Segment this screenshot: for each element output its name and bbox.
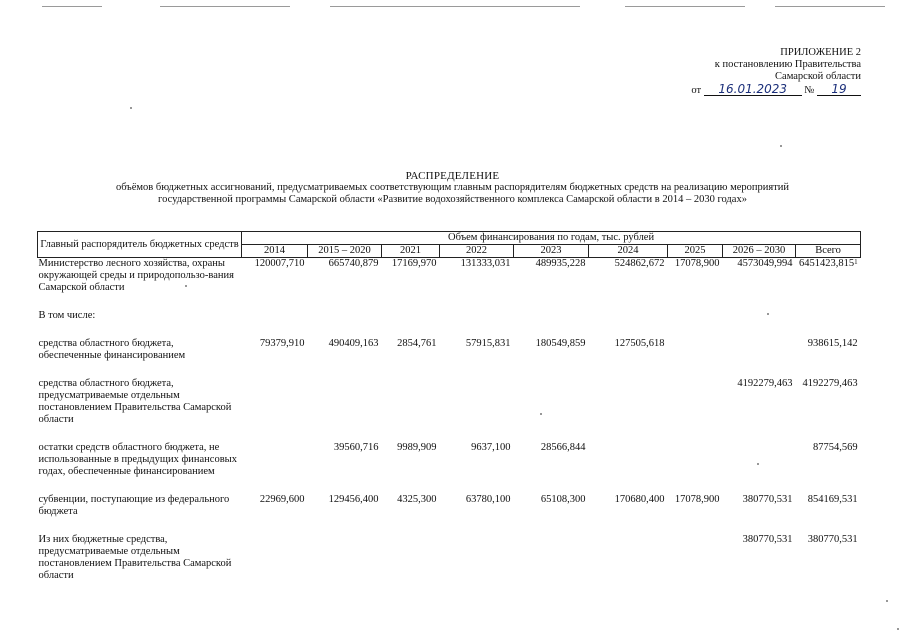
cell-2021: [382, 378, 440, 426]
footnote-marker: 1: [854, 258, 858, 266]
cell-2023: [514, 534, 589, 582]
cell-2015-2020: 39560,716: [333, 442, 379, 453]
cell-total: [796, 258, 861, 295]
cell-2014: 79379,910: [259, 338, 305, 349]
cell-2023: 489935,228: [514, 258, 589, 295]
cell-2024: [589, 378, 668, 426]
table-row: [38, 442, 861, 478]
cell-2015-2020: [308, 534, 382, 582]
header-row-group: [38, 232, 861, 245]
heading-line-2: государственной программы Самарской области «Развитие водохозяйственного комплекса Самарской области в 2014 – 2030 годах»: [158, 194, 747, 205]
scan-line: [42, 6, 102, 7]
scan-line: [625, 6, 745, 7]
scan-line: [775, 6, 885, 7]
heading-title: РАСПРЕДЕЛЕНИЕ: [405, 170, 500, 182]
row-label: Министерство лесного хозяйства, охраны окружающей среды и природопользо-вания Самарской области: [38, 258, 242, 295]
cell-2022: 131333,031: [440, 258, 514, 295]
row-spacer: [38, 426, 861, 442]
cell-2022: 9637,100: [471, 442, 511, 453]
document-heading: [0, 170, 905, 206]
cell-2015-2020: 665740,879: [308, 258, 382, 295]
table-row: [38, 494, 861, 518]
cell-total: 4192279,463: [802, 378, 858, 389]
cell-2022: [440, 378, 514, 426]
cell-2025: [668, 442, 723, 478]
cell-2024: 524862,672: [589, 258, 668, 295]
row-label: средства областного бюджета, обеспеченные финансированием: [38, 338, 186, 361]
cell-2024: [589, 534, 668, 582]
header-total: Всего: [796, 245, 861, 258]
scan-speck: [130, 107, 132, 109]
scan-speck: [780, 145, 782, 147]
heading-line-1: объёмов бюджетных ассигнований, предусматриваемых соответствующим главным распорядителям бюджетных средств на реализацию мероприятий: [115, 182, 790, 193]
header-funding-volume: Объем финансирования по годам, тыс. рублей: [242, 232, 861, 245]
cell-2026-2030: 380770,531: [742, 494, 793, 505]
cell-2015-2020: 490409,163: [328, 338, 379, 349]
cell-2021: 4325,300: [397, 494, 437, 505]
cell-2026-2030: 4573049,994: [723, 258, 796, 295]
handwritten-number: 19: [817, 83, 861, 96]
scan-speck: [897, 628, 899, 630]
cell-2024: 170680,400: [614, 494, 665, 505]
scan-line: [330, 6, 580, 7]
row-spacer: [38, 294, 861, 310]
cell-2025: [668, 378, 723, 426]
date-prefix: от: [691, 85, 702, 96]
cell-2015-2020: [308, 378, 382, 426]
cell-2023: [514, 378, 589, 426]
cell-2014: [242, 378, 308, 426]
number-prefix: №: [804, 85, 815, 96]
appendix-block: [661, 47, 861, 97]
table-row: [38, 378, 861, 426]
appendix-region: Самарской области: [775, 71, 861, 82]
scan-speck: [886, 600, 888, 602]
appendix-title: ПРИЛОЖЕНИЕ 2: [780, 47, 861, 58]
header-year-2024: 2024: [589, 245, 668, 258]
header-year-2025: 2025: [668, 245, 723, 258]
cell-2014: [242, 534, 308, 582]
cell-2021: [382, 534, 440, 582]
row-label: субвенции, поступающие из федерального бюджета: [38, 494, 230, 517]
table-row: [38, 310, 861, 322]
funding-table: [37, 231, 861, 582]
cell-2015-2020: 129456,400: [328, 494, 379, 505]
scan-line: [160, 6, 290, 7]
cell-2022: 57915,831: [465, 338, 511, 349]
header-year-2015-2020: 2015 – 2020: [308, 245, 382, 258]
row-label: остатки средств областного бюджета, не использованные в предыдущих финансовых годах, обеспеченные финансированием: [38, 442, 237, 477]
cell-2024: [589, 442, 668, 478]
header-year-2026-2030: 2026 – 2030: [723, 245, 796, 258]
appendix-date-line: [661, 83, 861, 97]
cell-total: 938615,142: [807, 338, 858, 349]
header-year-2014: 2014: [242, 245, 308, 258]
cell-2022: [440, 534, 514, 582]
cell-2025: [668, 338, 723, 362]
cell-2026-2030: 380770,531: [742, 534, 793, 545]
cell-2026-2030: [723, 442, 796, 478]
table-row: [38, 534, 861, 582]
cell-2021: 9989,909: [397, 442, 437, 453]
cell-2023: 65108,300: [540, 494, 586, 505]
cell-total: 854169,531: [807, 494, 858, 505]
table-row: [38, 258, 861, 295]
handwritten-date: 16.01.2023: [704, 83, 802, 96]
row-spacer: [38, 478, 861, 494]
header-distributor: Главный распорядитель бюджетных средств: [38, 232, 242, 258]
cell-2026-2030: [723, 338, 796, 362]
table-row: [38, 338, 861, 362]
cell-total: 380770,531: [807, 534, 858, 545]
cell-2025: 17078,900: [674, 494, 720, 505]
header-year-2022: 2022: [440, 245, 514, 258]
cell-2026-2030: 4192279,463: [737, 378, 793, 389]
row-label: Из них бюджетные средства, предусматриваемые отдельным постановлением Правительства Самарской области: [38, 534, 232, 581]
cell-2021: 2854,761: [397, 338, 437, 349]
total-value: 6451423,815: [799, 258, 855, 269]
cell-2025: [668, 534, 723, 582]
cell-2024: 127505,618: [614, 338, 665, 349]
cell-2022: 63780,100: [465, 494, 511, 505]
row-label: В том числе:: [38, 310, 96, 321]
cell-2025: 17078,900: [668, 258, 723, 295]
cell-total: 87754,569: [813, 442, 858, 453]
row-label: средства областного бюджета, предусматриваемые отдельным постановлением Правительства Самарской области: [38, 378, 232, 425]
cell-2014: 120007,710: [242, 258, 308, 295]
row-spacer: [38, 322, 861, 338]
cell-2023: 28566,844: [540, 442, 586, 453]
cell-2014: 22969,600: [259, 494, 305, 505]
cell-2021: 17169,970: [382, 258, 440, 295]
row-spacer: [38, 518, 861, 534]
appendix-resolution: к постановлению Правительства: [714, 59, 861, 70]
header-year-2023: 2023: [514, 245, 589, 258]
header-year-2021: 2021: [382, 245, 440, 258]
cell-2014: [242, 442, 308, 478]
row-spacer: [38, 362, 861, 378]
cell-2023: 180549,859: [535, 338, 586, 349]
